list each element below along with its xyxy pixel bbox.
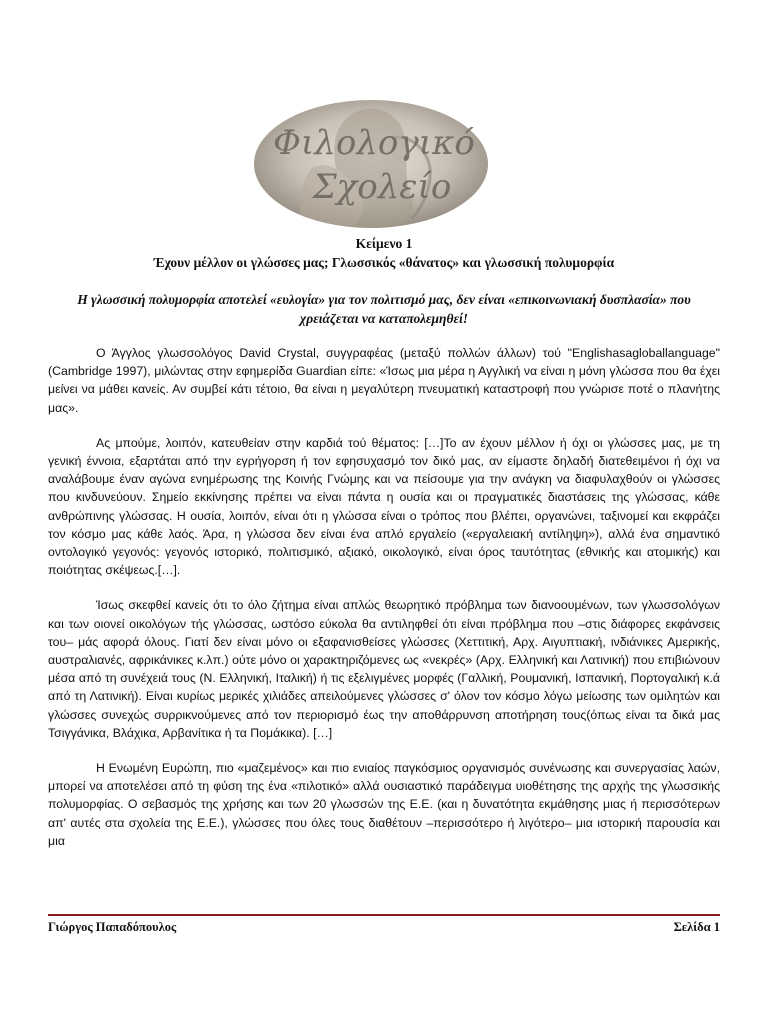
logo-text-line2: Σχολείο — [312, 167, 452, 207]
logo-image — [252, 98, 490, 230]
document-subtitle: Η γλωσσική πολυμορφία αποτελεί «ευλογία» για τον πολιτισμό μας, δεν είναι «επικοινωνιακή δυσπλασία» που χρειάζεται να καταπολεμηθεί! — [77, 292, 691, 326]
logo — [252, 98, 490, 230]
footer-author: Γιώργος Παπαδόπουλος — [48, 920, 177, 934]
document-title: Έχουν μέλλον οι γλώσσες μας; Γλωσσικός «θάνατος» και γλωσσική πολυμορφία — [153, 255, 615, 270]
body-text — [48, 344, 720, 867]
text-label: Κείμενο 1 — [355, 236, 413, 251]
footer-divider — [48, 914, 720, 916]
document-heading — [40, 234, 728, 272]
paragraph-2: Ας μπούμε, λοιπόν, κατευθείαν στην καρδιά τού θέματος: […]Το αν έχουν μέλλον ή όχι οι γλώσσες μας, με τη γενική έννοια, εξαρτάται από την εγρήγορση ή τον εφησυχασμό τον δικό μας, αν είμαστε δηλαδή διατεθειμένοι ή όχι να αναλάβουμε έναν αγώνα ενημέρωσης της Κοινής Γνώμης και να πείσουμε για την ανάγκη να διαφυλαχθούν οι γλώσσες που κινδυνεύουν. Σημείο εκκίνησης πρέπει να είναι πάντα η ουσία και οι πραγματικές διαστάσεις της γλώσσας, κάθε ανθρώπινης γλώσσας. Η ουσία, λοιπόν, είναι ότι η γλώσσα είναι ο τρόπος που βλέπει, οργανώνει, ταξινομεί και εκφράζει τον κόσμο μας κάθε λαός. Άρα, η γλώσσα δεν είναι ένα απλό εργαλείο («εργαλειακή αντίληψη»), αλλά ένα σημαντικό οντολογικό γεγονός: γεγονός ιστορικό, πολιτισμικό, αξιακό, οικολογικό, είναι όρος ταυτότητας (εθνικής και ατομικής) και ποιότητας σκέψεως.[…]. — [48, 435, 720, 578]
footer-page-number: Σελίδα 1 — [673, 920, 720, 934]
paragraph-1: Ο Άγγλος γλωσσολόγος David Crystal, συγγραφέας (μεταξύ πολλών άλλων) τού "Englishasagloballanguage" (Cambridge 1997), μιλώντας στην εφημερίδα Guardian είπε: «Ίσως μια μέρα η Αγγλική να είναι η μόνη γλώσσα που θα έχει μείνει να μάθει κανείς. Αν συμβεί κάτι τέτοιο, θα είναι η μεγαλύτερη πνευματική καταστροφή που γνώρισε ποτέ ο πλανήτης μας». — [48, 346, 720, 415]
paragraph-3: Ίσως σκεφθεί κανείς ότι το όλο ζήτημα είναι απλώς θεωρητικό πρόβλημα των διανοουμένων, των γλωσσολόγων και των οιονεί οικολόγων τής γλώσσας, ωστόσο εύκολα θα αντιληφθεί ότι είναι πρόβλημα που –στις διάφορες εκφάνσεις του– μάς αφορά όλους. Γιατί δεν είναι μόνο οι εξαφανισθείσες γλώσσες (Χεττιτική, Αρχ. Αιγυπτιακή, ινδιάνικες Αμερικής, αυστραλιανές, αφρικάνικες κ.λπ.) ούτε μόνο οι χαρακτηριζόμενες ως «νεκρές» (Αρχ. Ελληνική και Λατινική) που επιβιώνουν μέσα από τη συνέχειά τους (Ν. Ελληνική, Ιταλική) ή τις εξελιγμένες μορφές (Γαλλική, Ρουμανική, Ισπανική, Πορτογαλική κ.ά από τη Λατινική). Είναι κυρίως μερικές χιλιάδες απειλούμενες γλώσσες σ' όλον τον κόσμο λόγω μείωσης των ομιλητών και γλώσσες συνεχώς συρρικνούμενες από τον περιορισμό έως την αποθάρρυνση αποτήρηση τους(όπως είναι τα δικά μας Τσιγγάνικα, Βλάχικα, Αρβανίτικα ή τα Πομάκικα). […] — [48, 598, 720, 740]
logo-text-line1: Φιλολογικό — [273, 123, 475, 163]
paragraph-4: Η Ενωμένη Ευρώπη, πιο «μαζεμένος» και πιο ενιαίος παγκόσμιος οργανισμός συνένωσης και συνεργασίας λαών, μπορεί να αποτελέσει από τη φύση της ένα «πιλοτικό» αλλά ουσιαστικό παράδειγμα υιοθέτησης της αρχής της γλωσσικής πολυμορφίας. Ο σεβασμός της χρήσης και των 20 γλωσσών της Ε.Ε. (και η δυνατότητα εκμάθησης μιας ή περισσότερων απ' αυτές στα σχολεία της Ε.Ε.), γλώσσες που όλες τους διαθέτουν –περισσότερο ή λιγότερο– μια ιστορική παρουσία και μια — [48, 761, 720, 848]
